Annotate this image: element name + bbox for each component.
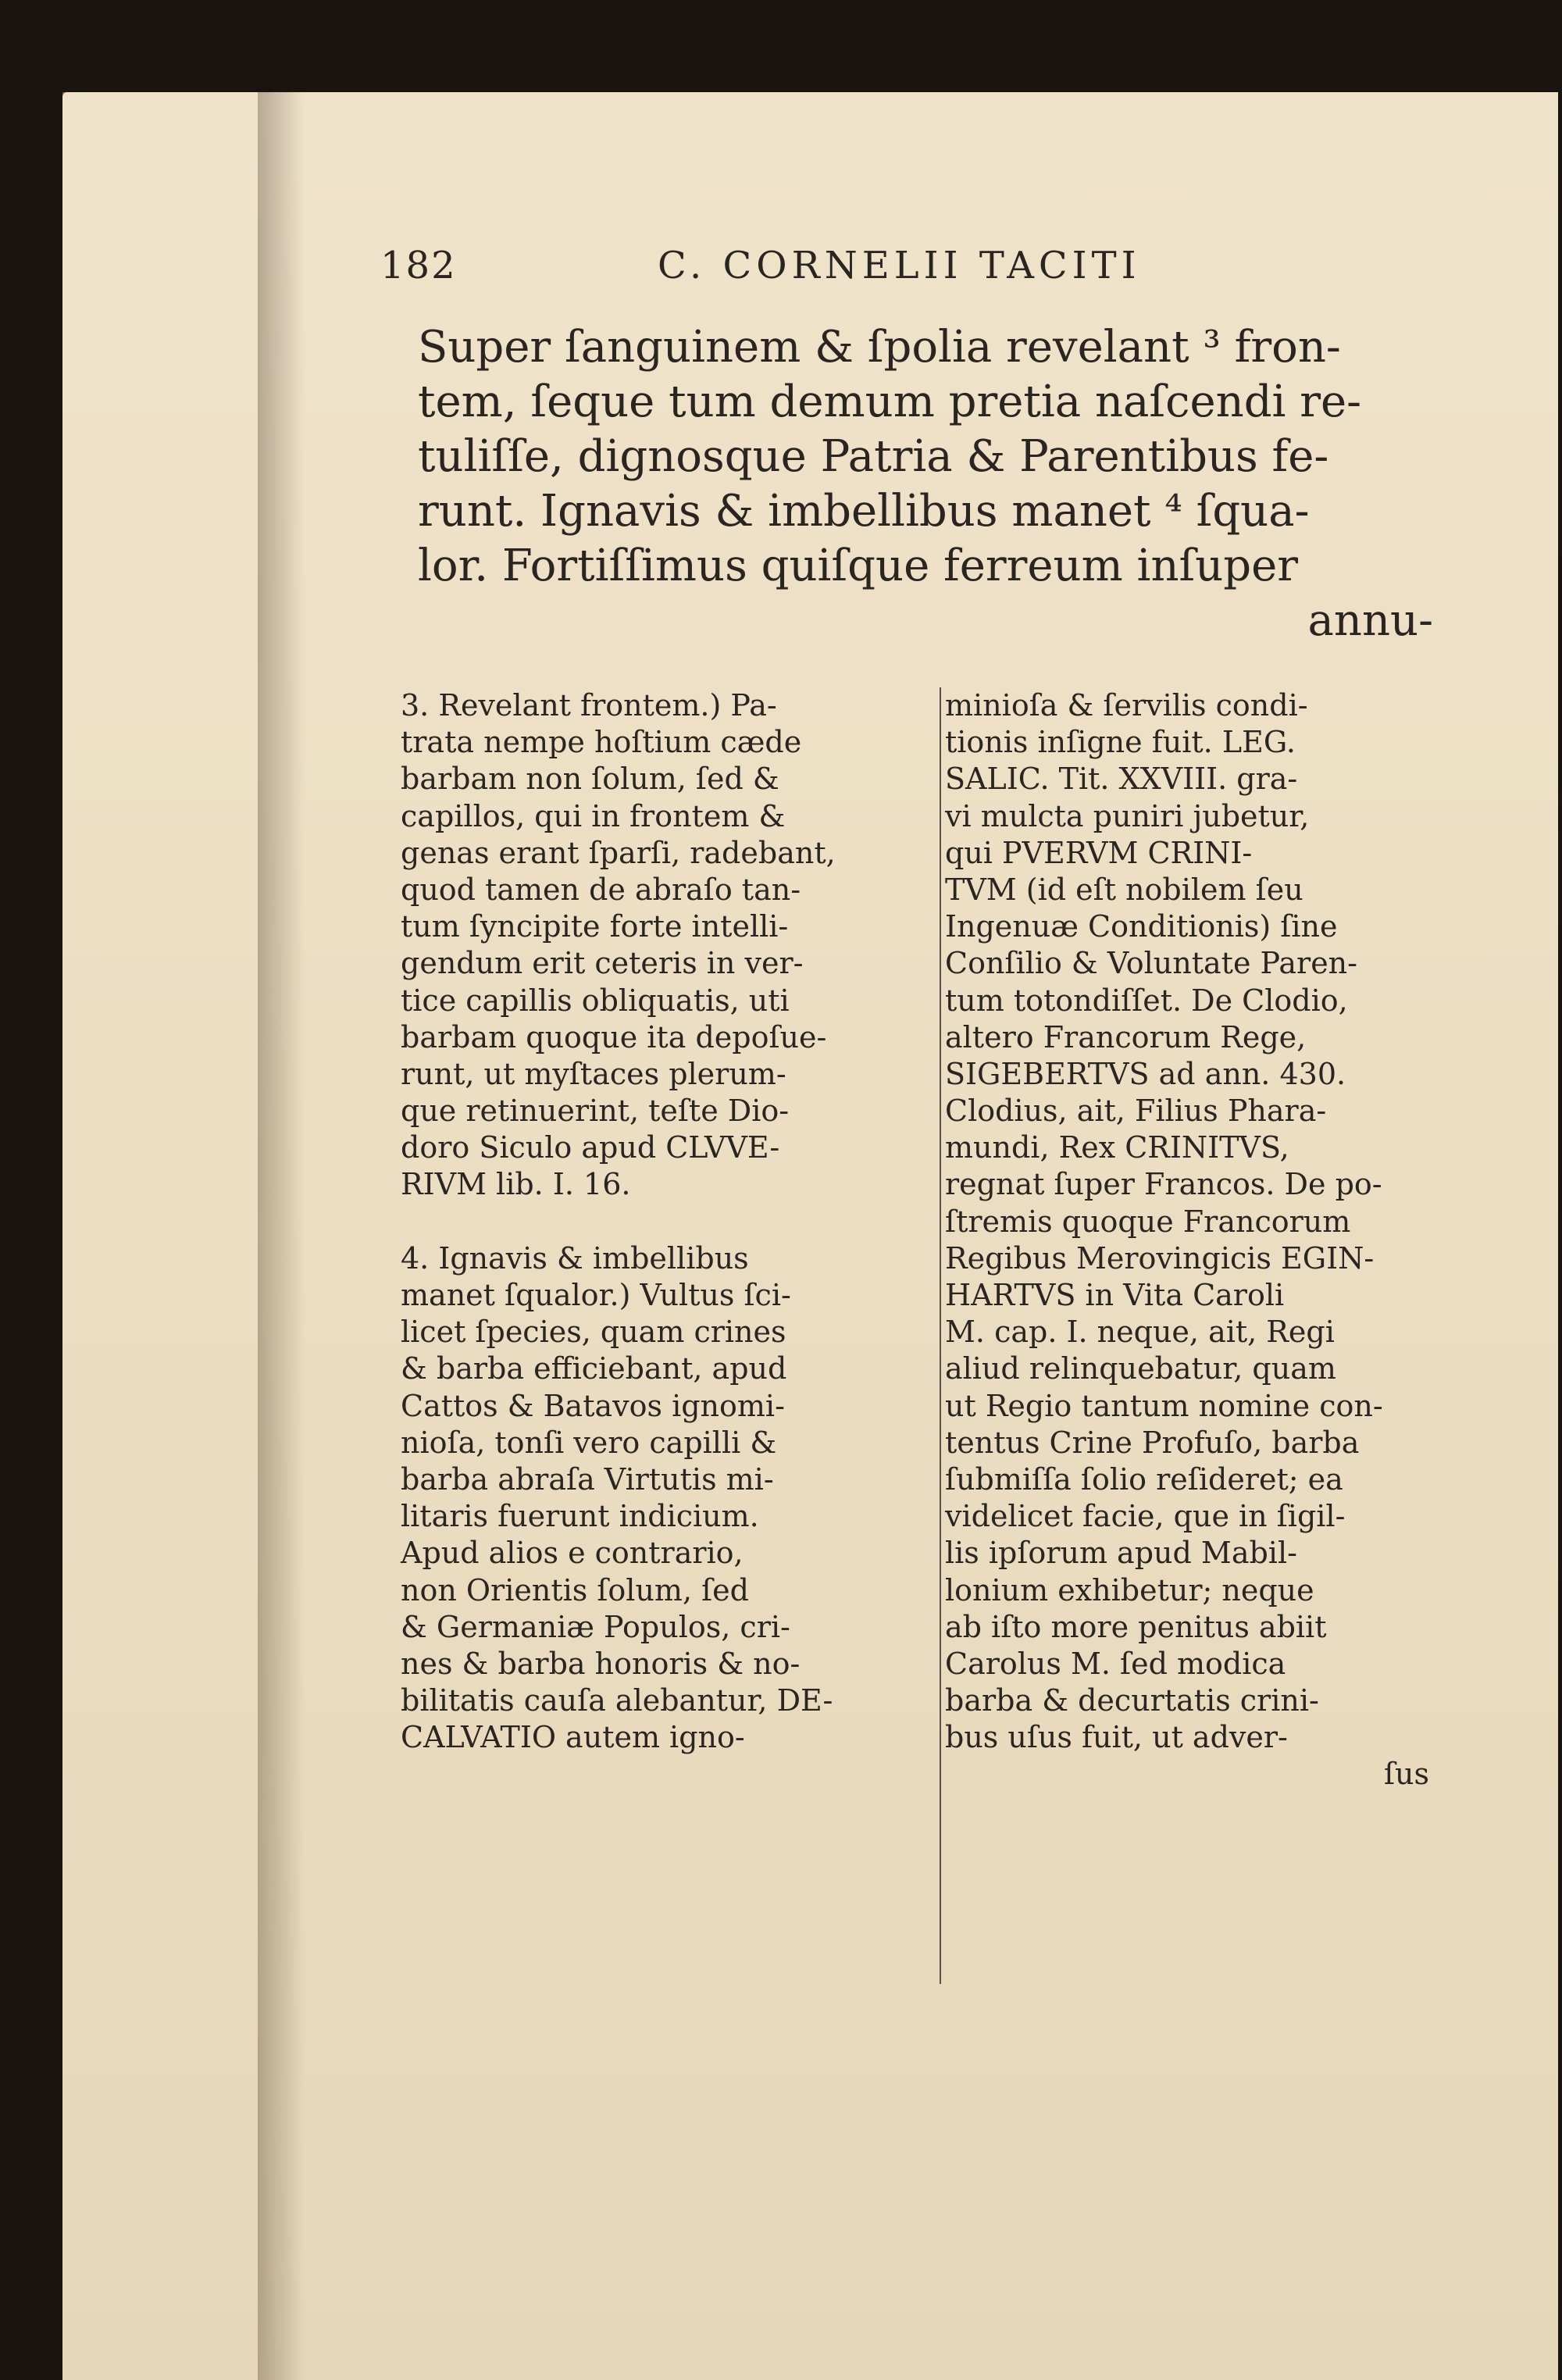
note-line: trata nempe hoſtium cæde — [401, 725, 802, 760]
note-line: qui PVERVM CRINI- — [945, 835, 1253, 870]
note-line: 4. Ignavis & imbellibus — [401, 1240, 749, 1276]
note-line: nes & barba honoris & no- — [401, 1646, 801, 1681]
note-line: runt, ut myſtaces plerum- — [401, 1056, 786, 1091]
note-line: tum ſyncipite forte intelli- — [401, 909, 789, 944]
note-line: aliud relinquebatur, quam — [945, 1351, 1336, 1386]
note-line: capillos, qui in frontem & — [401, 798, 786, 833]
note-line: videlicet facie, que in ſigil- — [945, 1499, 1346, 1534]
note-line: barba & decurtatis crini- — [945, 1683, 1319, 1718]
note-line: Regibus Merovingicis EGIN- — [945, 1240, 1375, 1276]
note-line: HARTVS in Vita Caroli — [945, 1278, 1285, 1312]
note-line: mundi, Rex CRINITVS, — [945, 1130, 1289, 1165]
note-line: 3. Revelant frontem.) Pa- — [401, 688, 777, 723]
note-line: ſtremis quoque Francorum — [945, 1204, 1351, 1239]
note-line: nioſa, tonſi vero capilli & — [401, 1425, 777, 1460]
note-line: Clodius, ait, Filius Phara- — [945, 1094, 1327, 1129]
note-catchword: ſus — [1383, 1757, 1429, 1792]
note-line: CALVATIO autem igno- — [401, 1720, 745, 1755]
note-line: barba abraſa Virtutis mi- — [401, 1461, 774, 1497]
note-line: SALIC. Tit. XXVIII. gra- — [945, 762, 1298, 797]
note-line: doro Siculo apud CLVVE- — [401, 1130, 780, 1165]
main-text — [418, 320, 1433, 648]
note-line: tentus Crine Profuſo, barba — [945, 1425, 1360, 1460]
notes-right-column — [945, 687, 1429, 1793]
note-line: ſubmiſſa ſolio reſideret; ea — [945, 1461, 1343, 1497]
note-line: regnat ſuper Francos. De po- — [945, 1167, 1382, 1202]
note-line: bilitatis cauſa alebantur, DE- — [401, 1683, 833, 1718]
note-line: manet ſqualor.) Vultus ſci- — [401, 1278, 791, 1312]
note-line: lonium exhibetur; neque — [945, 1572, 1314, 1607]
note-line: TVM (id eſt nobilem ſeu — [945, 872, 1303, 907]
note-line: barbam non ſolum, ſed & — [401, 762, 779, 797]
note-line: M. cap. I. neque, ait, Regi — [945, 1315, 1335, 1350]
running-title: C. CORNELII TACITI — [658, 244, 1141, 287]
main-line: lor. Fortiſſimus quiſque ferreum inſuper — [418, 541, 1299, 591]
main-line-catchword: annu- — [1307, 595, 1433, 646]
note-line: litaris fuerunt indicium. — [401, 1499, 759, 1534]
main-line: tem, ſeque tum demum pretia naſcendi re- — [418, 376, 1362, 427]
page-number: 182 — [380, 244, 457, 287]
note-line: altero Francorum Rege, — [945, 1019, 1307, 1054]
note-line: Ingenuæ Conditionis) ſine — [945, 909, 1338, 944]
note-line: tice capillis obliquatis, uti — [401, 983, 790, 1018]
notes-left-column — [401, 687, 908, 1756]
note-line: Cattos & Batavos ignomi- — [401, 1388, 785, 1423]
note-line: RIVM lib. I. 16. — [401, 1167, 631, 1202]
note-line: & barba efficiebant, apud — [401, 1351, 787, 1386]
note-gap — [401, 1204, 908, 1240]
note-line: & Germaniæ Populos, cri- — [401, 1609, 790, 1644]
gutter-shadow — [258, 92, 305, 2380]
note-line: bus uſus fuit, ut adver- — [945, 1720, 1288, 1755]
note-line: que retinuerint, teſte Dio- — [401, 1094, 790, 1129]
note-line: SIGEBERTVS ad ann. 430. — [945, 1056, 1346, 1091]
note-line: lis ipſorum apud Mabil- — [945, 1536, 1297, 1571]
note-line: vi mulcta puniri jubetur, — [945, 798, 1310, 833]
note-line: tum totondiſſet. De Clodio, — [945, 983, 1348, 1018]
note-line: Carolus M. ſed modica — [945, 1646, 1286, 1681]
main-line: tuliſſe, dignosque Patria & Parentibus fe- — [418, 431, 1329, 482]
note-line: tionis inſigne fuit. LEG. — [945, 725, 1296, 760]
note-line: minioſa & ſervilis condi- — [945, 688, 1308, 723]
column-divider — [940, 687, 941, 1984]
main-line: Super ſanguinem & ſpolia revelant ³ fron- — [418, 322, 1341, 373]
note-line: Conſilio & Voluntate Paren- — [945, 946, 1357, 981]
note-line: licet ſpecies, quam crines — [401, 1315, 786, 1350]
running-header — [380, 244, 1470, 298]
note-line: non Orientis ſolum, ſed — [401, 1572, 749, 1607]
note-line: quod tamen de abraſo tan- — [401, 872, 801, 907]
note-line: ut Regio tantum nomine con- — [945, 1388, 1383, 1423]
note-line: barbam quoque ita depoſue- — [401, 1019, 827, 1054]
note-line: ab iſto more penitus abiit — [945, 1609, 1327, 1644]
main-line: runt. Ignavis & imbellibus manet ⁴ ſqua- — [418, 486, 1310, 537]
note-line: gendum erit ceteris in ver- — [401, 946, 804, 981]
note-line: genas erant ſparſi, radebant, — [401, 835, 836, 870]
note-line: Apud alios e contrario, — [401, 1536, 744, 1571]
